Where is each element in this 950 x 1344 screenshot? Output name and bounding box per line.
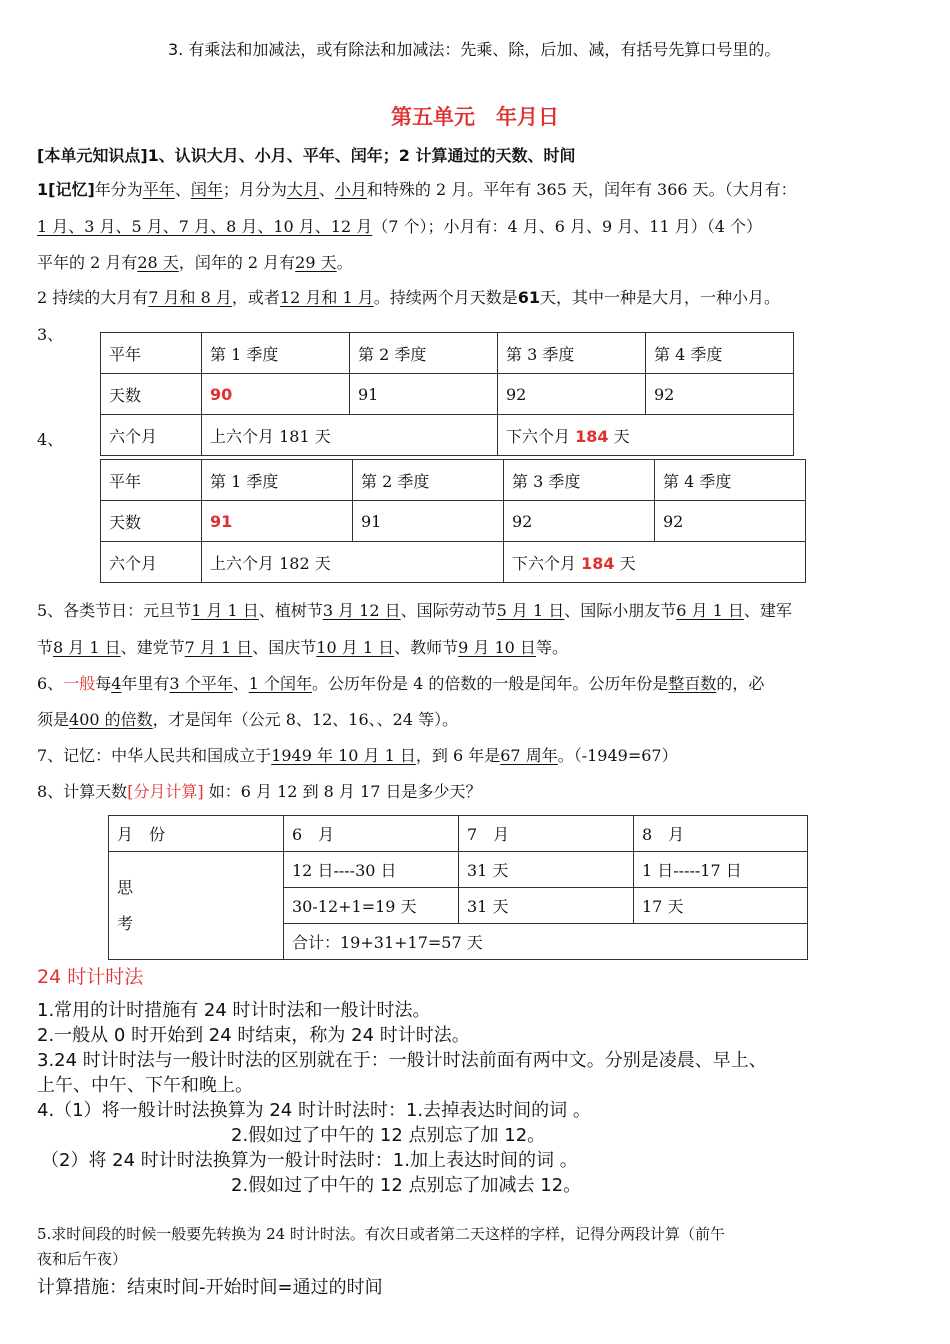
p6-text: 须是	[37, 710, 70, 729]
p6-text: 、	[232, 674, 249, 693]
p5-text: 、国庆节	[252, 638, 317, 657]
p5-text: 、国际劳动节	[400, 601, 497, 620]
table-cell: 第 3 季度	[504, 460, 655, 501]
table-cell: 31 天	[459, 888, 634, 924]
half-text: 下六个月	[512, 553, 582, 573]
table-cell: 天数	[101, 501, 202, 542]
sec24-line-9: 5.求时间段的时候一般要先转换为 24 时计时法。有次日或者第二天这样的字样，记得分两段计算（前午	[37, 1225, 725, 1243]
table-cell: 91	[353, 501, 504, 542]
p5-text: 节	[37, 638, 54, 657]
paragraph-6-line-1	[37, 674, 764, 694]
p1-sep: 、	[174, 180, 191, 199]
p1-text: 。	[336, 253, 353, 272]
p2-text: 2 持续的大月有	[37, 288, 149, 307]
p7-text: 。（-1949=67）	[557, 746, 678, 765]
p1-text: ，闰年的 2 月有	[178, 253, 296, 272]
table-cell: 平年	[101, 333, 202, 374]
p2-pair-b: 12 月和 1 月	[279, 288, 374, 307]
table-row	[101, 415, 794, 456]
p1-text: 和特殊的 2 月。平年有 365 天，闰年有 366 天。（大月有：	[366, 180, 797, 199]
p1-text: ；月分为	[222, 180, 287, 199]
p7-founding-date: 1949 年 10 月 1 日	[271, 746, 416, 765]
half-text: 下六个月	[506, 426, 576, 446]
p2-days: 61	[517, 288, 541, 307]
p5-date: 9 月 10 日	[458, 638, 536, 657]
table-cell: 92	[655, 501, 806, 542]
sec24-line-1: 1.常用的计时措施有 24 时计时法和一般计时法。	[37, 1000, 431, 1021]
p1-number: 1	[37, 180, 49, 199]
half-text: 天	[614, 553, 636, 573]
table-cell: 90	[202, 374, 350, 415]
paragraph-5-line-1	[37, 601, 792, 621]
unit-title: 第五单元 年月日	[391, 105, 559, 129]
table-cell: 上六个月 182 天	[202, 542, 504, 583]
section-24h-title: 24 时计时法	[37, 966, 144, 988]
p1-sep: 、	[318, 180, 335, 199]
think-char: 思	[117, 877, 134, 897]
sec24-line-7: （2）将 24 时计时法换算为一般计时法时：1.加上表达时间的词 。	[41, 1150, 578, 1171]
table-cell-total: 合计：19+31+17=57 天	[284, 924, 808, 960]
table-cell-think	[109, 852, 284, 960]
day-count-table	[108, 815, 808, 960]
p5-date: 3 月 12 日	[322, 601, 401, 620]
sec24-line-8: 2.假如过了中午的 12 点别忘了加减去 12。	[231, 1175, 582, 1196]
p1-tag: [记忆]	[48, 180, 95, 199]
table-cell: 第 4 季度	[655, 460, 806, 501]
p6-common-years: 3 个平年	[169, 674, 233, 693]
p6-text: ，才是闰年（公元 8、12、16、、24 等）。	[152, 710, 459, 729]
sec24-line-11: 计算措施：结束时间-开始时间=通过的时间	[37, 1277, 383, 1298]
table-cell: 六个月	[101, 542, 202, 583]
table-cell: 17 天	[634, 888, 808, 924]
p1-text: 平年的 2 月有	[37, 253, 138, 272]
rule-3-order-of-operations: 3. 有乘法和加减法，或有除法和加减法：先乘、除，后加、减，有括号先算口号里的。	[168, 40, 781, 59]
paragraph-1-line-1	[37, 180, 797, 200]
p5-date: 5 月 1 日	[496, 601, 565, 620]
p1-xiaoyue: 小月	[334, 180, 367, 199]
table-row	[101, 374, 794, 415]
p1-pingnian: 平年	[142, 180, 175, 199]
p1-feb-run: 29 天	[295, 253, 337, 272]
p2-text: 天，其中一种是大月，一种小月。	[540, 288, 781, 307]
p5-date: 8 月 1 日	[53, 638, 121, 657]
paragraph-1-line-2	[37, 217, 762, 237]
sec24-line-2: 2.一般从 0 时开始到 24 时结束，称为 24 时计时法。	[37, 1025, 470, 1046]
table-cell: 31 天	[459, 852, 634, 888]
table-cell: 平年	[101, 460, 202, 501]
p5-text: 、建党节	[120, 638, 185, 657]
paragraph-2	[37, 288, 780, 308]
sec24-line-5: 4.（1）将一般计时法换算为 24 时计时法时：1.去掉表达时间的词 。	[37, 1100, 591, 1121]
sec24-line-4: 上午、中午、下午和晚上。	[37, 1075, 253, 1096]
table-cell	[498, 415, 794, 456]
p6-leap-year: 1 个闰年	[248, 674, 312, 693]
p5-date: 6 月 1 日	[676, 601, 744, 620]
p6-text: 的，必	[716, 674, 765, 693]
p1-runnian: 闰年	[190, 180, 223, 199]
table-cell: 第 2 季度	[353, 460, 504, 501]
table-row	[101, 542, 806, 583]
p6-four: 4	[111, 674, 122, 693]
p7-text: 7、记忆：中华人民共和国成立于	[37, 746, 272, 765]
table-cell: 上六个月 181 天	[202, 415, 498, 456]
table-row	[109, 816, 808, 852]
table-cell	[504, 542, 806, 583]
paragraph-7	[37, 746, 678, 766]
p6-multiple-400: 400 的倍数	[69, 710, 153, 729]
paragraph-6-line-2	[37, 710, 458, 730]
p2-pair-a: 7 月和 8 月	[148, 288, 232, 307]
p2-text: ，或者	[231, 288, 280, 307]
table-cell: 月 份	[109, 816, 284, 852]
table-cell: 第 1 季度	[202, 333, 350, 374]
table-cell: 92	[504, 501, 655, 542]
p1-feb-ping: 28 天	[137, 253, 179, 272]
sec24-line-6: 2.假如过了中午的 12 点别忘了加 12。	[231, 1125, 546, 1146]
half-text: 天	[608, 426, 630, 446]
table-cell: 第 2 季度	[350, 333, 498, 374]
p1-dayue: 大月	[286, 180, 319, 199]
table-row	[101, 501, 806, 542]
half-number: 184	[575, 426, 609, 446]
p6-text: 6、	[37, 674, 64, 693]
p7-anniversary: 67 周年	[500, 746, 558, 765]
half-number: 184	[581, 553, 615, 573]
p1-big-months: 1 月、3 月、5 月、7 月、8 月、10 月、12 月	[37, 217, 373, 236]
paragraph-1-line-3	[37, 253, 353, 273]
p5-date: 1 月 1 日	[191, 601, 259, 620]
table-cell: 12 日----30 日	[284, 852, 459, 888]
table-row	[101, 460, 806, 501]
p5-text: 等。	[535, 638, 568, 657]
table-cell: 天数	[101, 374, 202, 415]
table-cell: 30-12+1=19 天	[284, 888, 459, 924]
table-cell: 6 月	[284, 816, 459, 852]
paragraph-5-line-2	[37, 638, 568, 658]
table-cell: 第 1 季度	[202, 460, 353, 501]
table-cell: 第 3 季度	[498, 333, 646, 374]
sec24-line-10: 夜和后午夜）	[37, 1250, 128, 1268]
table-row	[109, 852, 808, 888]
p6-whole-hundred: 整百数	[668, 674, 717, 693]
p6-text: 每	[95, 674, 112, 693]
knowledge-points: [本单元知识点]1、认识大月、小月、平年、闰年；2 计算通过的天数、时间	[37, 146, 576, 165]
p5-text: 5、各类节日：元旦节	[37, 601, 192, 620]
p6-text: 。公历年份是 4 的倍数的一般是闰年。公历年份是	[312, 674, 669, 693]
table-cell: 91	[202, 501, 353, 542]
p7-text: ，到 6 年是	[415, 746, 501, 765]
table-cell: 8 月	[634, 816, 808, 852]
table-cell: 第 4 季度	[646, 333, 794, 374]
table-3-label: 3、	[37, 325, 64, 344]
p5-date: 10 月 1 日	[316, 638, 395, 657]
p2-text: 。持续两个月天数是	[373, 288, 518, 307]
think-char: 考	[117, 913, 134, 933]
table-cell: 91	[350, 374, 498, 415]
p1-text: 年分为	[94, 180, 143, 199]
table-4-label: 4、	[37, 430, 64, 449]
p8-text: 如：6 月 12 到 8 月 17 日是多少天？	[203, 782, 482, 801]
table-row	[101, 333, 794, 374]
p8-tag: [分月计算]	[127, 782, 204, 801]
p5-text: 、建军	[743, 601, 792, 620]
p5-text: 、国际小朋友节	[564, 601, 677, 620]
table-cell: 92	[646, 374, 794, 415]
table-cell: 7 月	[459, 816, 634, 852]
p5-date: 7 月 1 日	[184, 638, 253, 657]
p8-text: 8、计算天数	[37, 782, 128, 801]
p1-text: （7 个）；小月有：4 月、6 月、9 月、11 月）（4 个）	[372, 217, 763, 236]
p6-text: 年里有	[121, 674, 170, 693]
p5-text: 、教师节	[394, 638, 459, 657]
sec24-line-3: 3.24 时计时法与一般计时法的区别就在于：一般计时法前面有两中文。分别是凌晨、早上、	[37, 1050, 767, 1071]
paragraph-8	[37, 782, 481, 802]
table-cell: 92	[498, 374, 646, 415]
table-cell: 1 日-----17 日	[634, 852, 808, 888]
table-cell: 六个月	[101, 415, 202, 456]
p6-highlight: 一般	[63, 674, 96, 693]
quarter-table-common-year	[100, 332, 794, 456]
p5-text: 、植树节	[258, 601, 323, 620]
quarter-table-leap-year	[100, 459, 806, 583]
